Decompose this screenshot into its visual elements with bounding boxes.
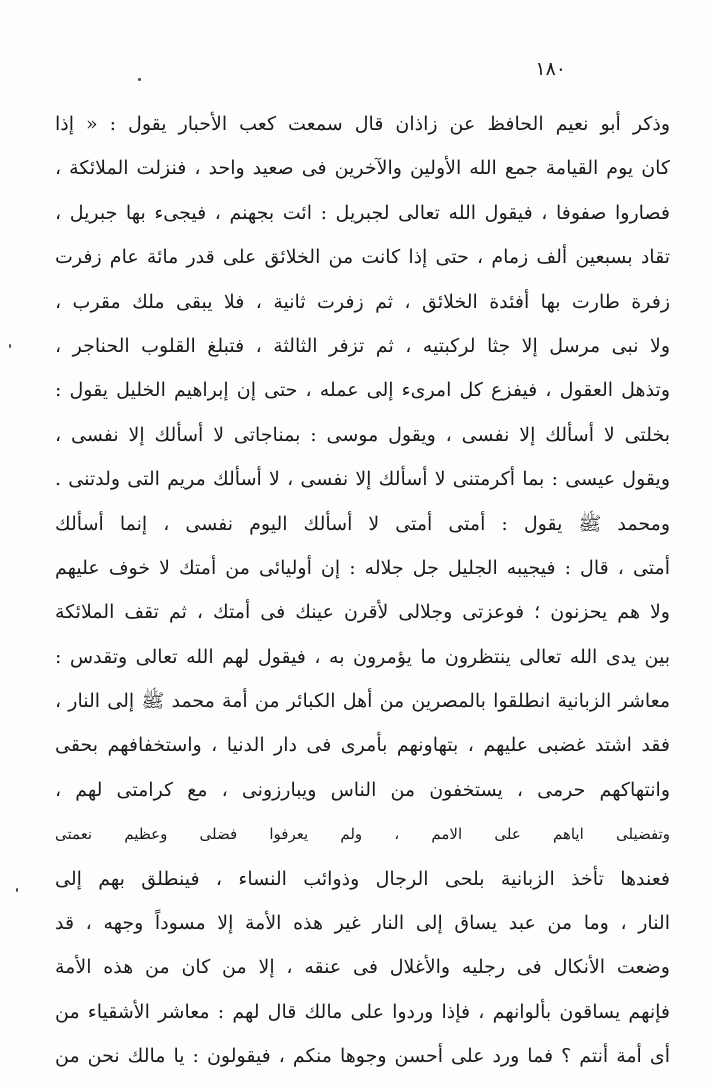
text-line: النار ، وما من عبد يساق إلى النار غير هذه الأمة إلا مسوداً وجهه ، قد xyxy=(55,912,670,935)
text-line: ومحمد ﷺ يقول : أمتى أمتى لا أسألك اليوم نفسى ، إنما أسألك xyxy=(55,512,670,535)
text-line: فقد اشتد غضبى عليهم ، بتهاونهم بأمرى فى دار الدنيا ، واستخفافهم بحقى xyxy=(55,734,670,757)
text-line: ولا هم يحزنون ؛ فوعزتى وجلالى لأقرن عينك فى أمتك ، ثم تقف الملائكة xyxy=(55,601,670,624)
text-line: أمتى ، قال : فيجيبه الجليل جل جلاله : إن أوليائى من أمتك لا خوف عليهم xyxy=(55,556,670,579)
text-line: بين يدى الله تعالى ينتظرون ما يؤمرون به ، فيقول لهم الله تعالى وتقدس : xyxy=(55,645,670,668)
text-line: فإنهم يساقون بألوانهم ، فإذا وردوا على مالك قال لهم : معاشر الأشقياء من xyxy=(55,1000,670,1023)
body-text xyxy=(55,102,670,1079)
text-line: وتذهل العقول ، فيفزع كل امرىء إلى عمله ، حتى إن إبراهيم الخليل يقول : xyxy=(55,379,670,402)
text-line: كان يوم القيامة جمع الله الأولين والآخرين فى صعيد واحد ، فنزلت الملائكة ، xyxy=(55,157,670,180)
text-line: وتفضيلى اياهم على الامم ، ولم يعرفوا فضلى وعظيم نعمتى xyxy=(55,825,670,844)
print-speck xyxy=(16,888,18,892)
text-line: ولا نبى مرسل إلا جثا لركبتيه ، ثم تزفر الثالثة ، فتبلغ القلوب الحناجر ، xyxy=(55,334,670,357)
print-speck xyxy=(9,344,11,348)
text-line: أى أمة أنتم ؟ فما ورد على أحسن وجوها منكم ، فيقولون : يا مالك نحن من xyxy=(55,1045,670,1068)
text-line: بخلتى لا أسألك إلا نفسى ، ويقول موسى : بمناجاتى لا أسألك إلا نفسى ، xyxy=(55,423,670,446)
text-line: وانتهاكهم حرمى ، يستخفون من الناس ويبارزونى ، مع كرامتى لهم ، xyxy=(55,778,670,801)
text-line: وضعت الأنكال فى رجليه والأغلال فى عنقه ، إلا من كان من هذه الأمة xyxy=(55,956,670,979)
print-speck xyxy=(138,78,141,81)
text-line: فصاروا صفوفا ، فيقول الله تعالى لجبريل : ائت بجهنم ، فيجىء بها جبريل ، xyxy=(55,201,670,224)
text-line: معاشر الزبانية انطلقوا بالمصرين من أهل الكبائر من أمة محمد ﷺ إلى النار ، xyxy=(55,690,670,713)
text-line: فعندها تأخذ الزبانية بلحى الرجال وذوائب النساء ، فينطلق بهم إلى xyxy=(55,867,670,890)
text-line: زفرة طارت بها أفئدة الخلائق ، ثم زفرت ثانية ، فلا يبقى ملك مقرب ، xyxy=(55,290,670,313)
text-line: ويقول عيسى : بما أكرمتنى لا أسألك إلا نفسى ، لا أسألك مريم التى ولدتنى . xyxy=(55,468,670,491)
text-line: وذكر أبو نعيم الحافظ عن زاذان قال سمعت كعب الأحبار يقول : « إذا xyxy=(55,113,670,135)
page-number: ١٨٠ xyxy=(535,58,566,80)
text-line: تقاد بسبعين ألف زمام ، حتى إذا كانت من الخلائق على قدر مائة عام زفرت xyxy=(55,246,670,269)
